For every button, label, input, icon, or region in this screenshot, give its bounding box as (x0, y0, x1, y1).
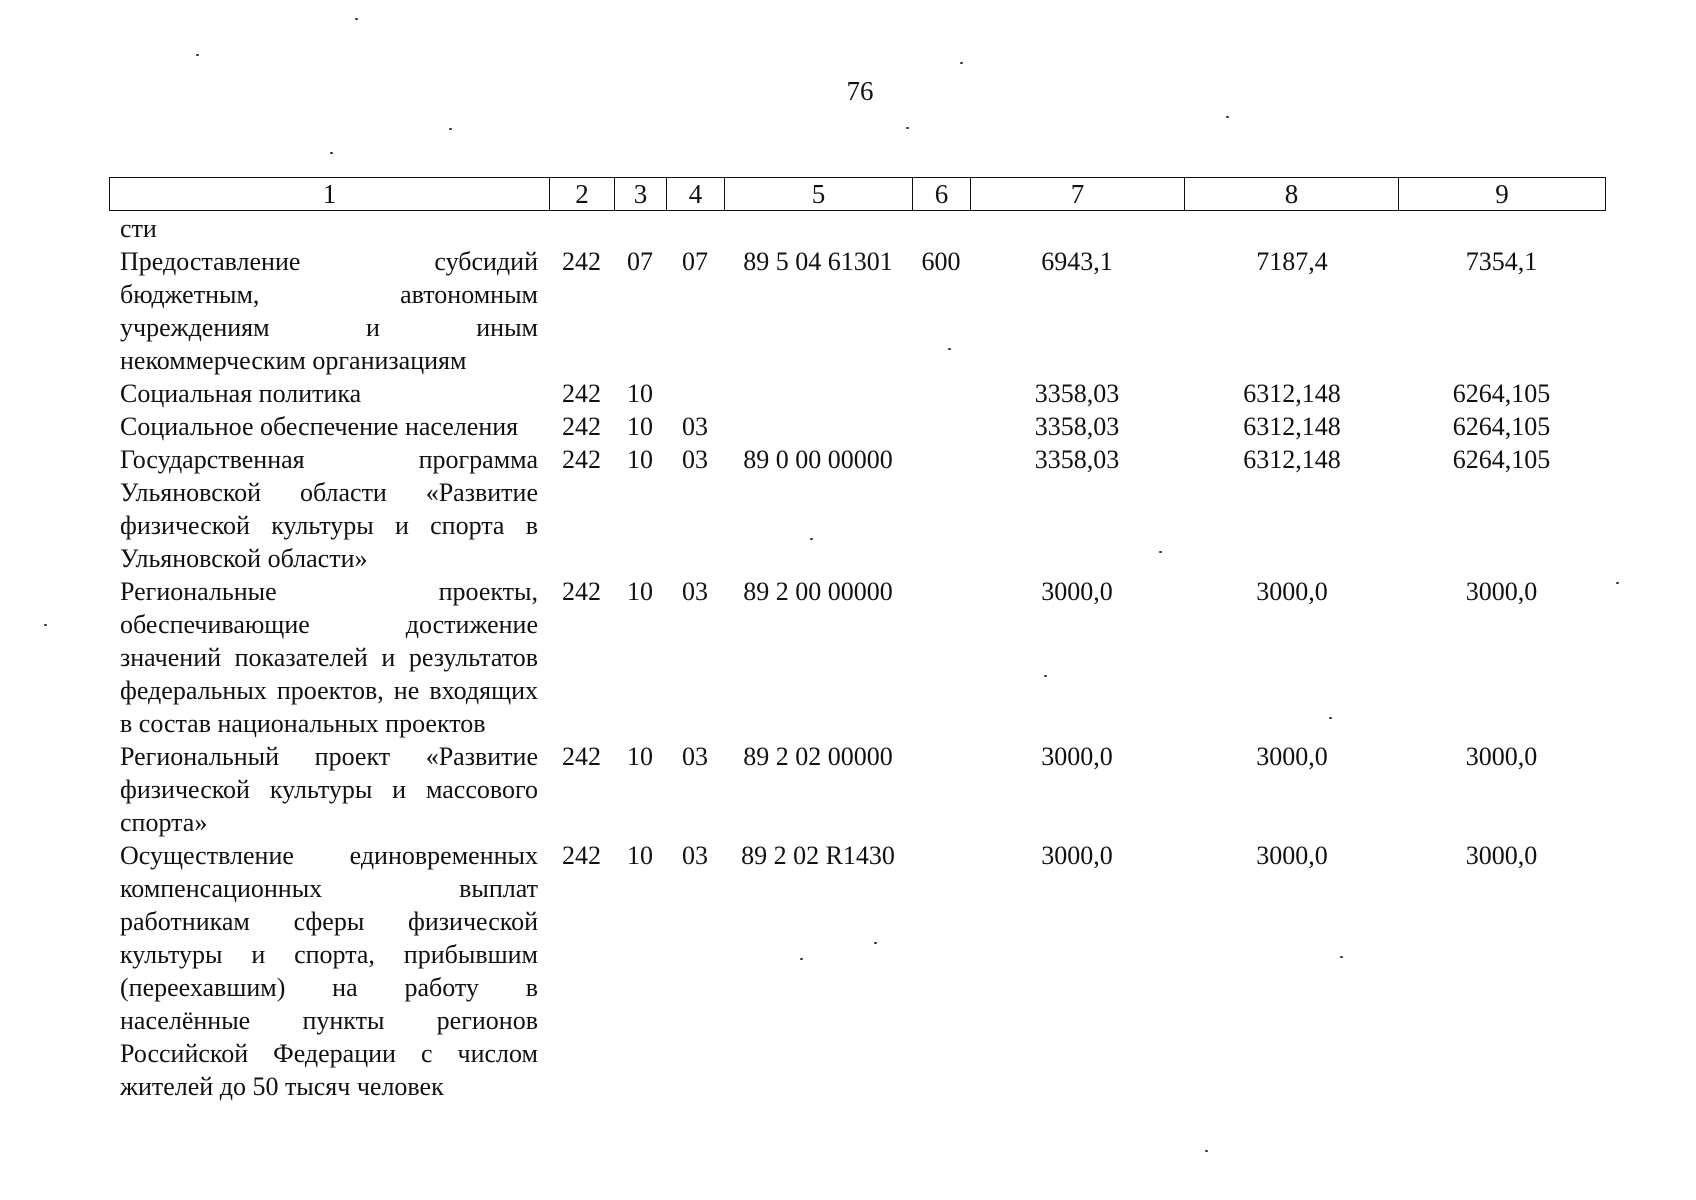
row-cell-3: 10 (627, 412, 653, 441)
row-cell-2: 242 (562, 841, 601, 870)
row-cell-3: 10 (627, 379, 653, 408)
budget-table (109, 212, 1605, 1103)
row-cell-5: 89 0 00 00000 (743, 445, 893, 474)
row-cell-7: 3000,0 (1041, 742, 1113, 771)
column-header-7: 7 (971, 178, 1185, 211)
row-cell-4: 03 (682, 445, 708, 474)
row-cell-8 (1184, 212, 1398, 245)
row-cell-8: 6312,148 (1243, 379, 1341, 408)
scan-speck (800, 958, 803, 960)
scan-speck (1159, 551, 1162, 553)
column-header-3: 3 (615, 178, 667, 211)
row-cell-4: 03 (682, 841, 708, 870)
column-header-9: 9 (1399, 178, 1606, 211)
table-row (109, 245, 1605, 377)
scan-speck (355, 18, 358, 20)
row-name: Социальное обеспечение населения (120, 412, 519, 441)
row-cell-4: 07 (682, 247, 708, 276)
row-cell-9: 3000,0 (1465, 577, 1538, 606)
row-cell-7: 6943,1 (1041, 247, 1113, 276)
row-cell-3: 10 (627, 742, 653, 771)
scan-speck (1329, 717, 1332, 719)
row-cell-6 (912, 575, 970, 740)
row-cell-8: 6312,148 (1243, 445, 1341, 474)
table-row (109, 443, 1605, 575)
row-cell-8: 3000,0 (1256, 742, 1328, 771)
row-cell-6 (912, 740, 970, 839)
column-header-2: 2 (550, 178, 615, 211)
row-cell-9 (1398, 212, 1605, 245)
scan-speck (449, 128, 452, 130)
row-cell-3 (614, 212, 666, 245)
table-row (109, 410, 1605, 443)
row-cell-7: 3358,03 (1034, 412, 1120, 441)
row-cell-2: 242 (562, 379, 601, 408)
row-cell-5 (724, 410, 912, 443)
table-header (109, 177, 1606, 211)
column-header-5: 5 (725, 178, 913, 211)
row-cell-9: 6264,105 (1452, 445, 1551, 474)
scan-speck (1044, 675, 1047, 677)
column-header-8: 8 (1185, 178, 1399, 211)
row-cell-4: 03 (682, 742, 708, 771)
row-cell-4: 03 (682, 577, 708, 606)
row-cell-5 (724, 377, 912, 410)
row-cell-3: 10 (627, 577, 653, 606)
table-body (109, 212, 1605, 1103)
column-header-1: 1 (110, 178, 550, 211)
row-name: Предоставление субсидий бюджетным, автономным учреждениям и иным некоммерческим организациям (120, 247, 538, 375)
table-row (109, 839, 1605, 1103)
row-name: Региональный проект «Развитие физической культуры и массового спорта» (120, 742, 538, 837)
page-number: 76 (846, 76, 874, 106)
row-cell-2: 242 (562, 412, 601, 441)
scan-speck (960, 62, 963, 64)
row-cell-3: 10 (627, 841, 653, 870)
scan-speck (44, 624, 47, 626)
row-cell-8: 7187,4 (1256, 247, 1328, 276)
row-cell-2: 242 (562, 742, 601, 771)
row-cell-9: 3000,0 (1465, 742, 1538, 771)
row-cell-4 (666, 212, 724, 245)
table-row (109, 575, 1605, 740)
row-cell-3: 10 (627, 445, 653, 474)
row-name: Государственная программа Ульяновской области «Развитие физической культуры и спорта в Ульяновской области» (120, 445, 538, 573)
row-cell-5 (724, 212, 912, 245)
row-cell-7: 3000,0 (1041, 841, 1113, 870)
row-cell-5: 89 2 00 00000 (743, 577, 893, 606)
row-cell-6 (912, 212, 970, 245)
row-cell-5: 89 5 04 61301 (743, 247, 893, 276)
table-row (109, 377, 1605, 410)
scan-speck (330, 152, 333, 154)
row-name: Осуществление единовременных компенсационных выплат работникам сферы физической культуры и спорта, прибывшим (переехавшим) на работу в населённые пункты регионов Российской Федерации с числом жителей до 50 тысяч человек (120, 841, 538, 1101)
row-cell-6 (912, 443, 970, 575)
row-cell-6 (912, 410, 970, 443)
row-cell-8: 6312,148 (1243, 412, 1341, 441)
row-cell-9: 6264,105 (1452, 379, 1551, 408)
scan-speck (948, 348, 951, 350)
row-cell-3: 07 (627, 247, 653, 276)
row-cell-4: 03 (682, 412, 708, 441)
row-cell-8: 3000,0 (1256, 577, 1328, 606)
scan-speck (810, 538, 813, 540)
row-cell-2: 242 (562, 445, 601, 474)
row-name: Социальная политика (120, 379, 362, 408)
row-cell-8: 3000,0 (1256, 841, 1328, 870)
scan-speck (196, 54, 199, 56)
column-header-4: 4 (667, 178, 725, 211)
row-cell-7: 3358,03 (1034, 379, 1120, 408)
row-cell-7 (970, 212, 1184, 245)
row-cell-9: 3000,0 (1465, 841, 1538, 870)
table-row (109, 212, 1605, 245)
row-cell-7: 3358,03 (1034, 445, 1120, 474)
row-cell-9: 7354,1 (1465, 247, 1538, 276)
row-name: Региональные проекты, обеспечивающие достижение значений показателей и результатов федеральных проектов, не входящих в состав национальных проектов (120, 577, 538, 738)
row-cell-6: 600 (921, 247, 961, 276)
row-cell-2 (549, 212, 614, 245)
row-cell-9: 6264,105 (1452, 412, 1551, 441)
scan-speck (1226, 116, 1229, 118)
row-cell-6 (912, 377, 970, 410)
row-cell-2: 242 (562, 577, 601, 606)
scan-speck (1340, 956, 1343, 958)
row-cell-2: 242 (562, 247, 601, 276)
row-name: сти (120, 214, 157, 243)
row-cell-5: 89 2 02 00000 (743, 742, 893, 771)
row-cell-4 (666, 377, 724, 410)
scan-speck (906, 127, 909, 129)
row-cell-6 (912, 839, 970, 1103)
scan-speck (1616, 582, 1619, 584)
table-row (109, 740, 1605, 839)
scan-speck (1205, 1150, 1208, 1152)
column-header-6: 6 (913, 178, 971, 211)
row-cell-5: 89 2 02 R1430 (741, 841, 895, 870)
scan-speck (874, 942, 877, 944)
row-cell-7: 3000,0 (1041, 577, 1113, 606)
